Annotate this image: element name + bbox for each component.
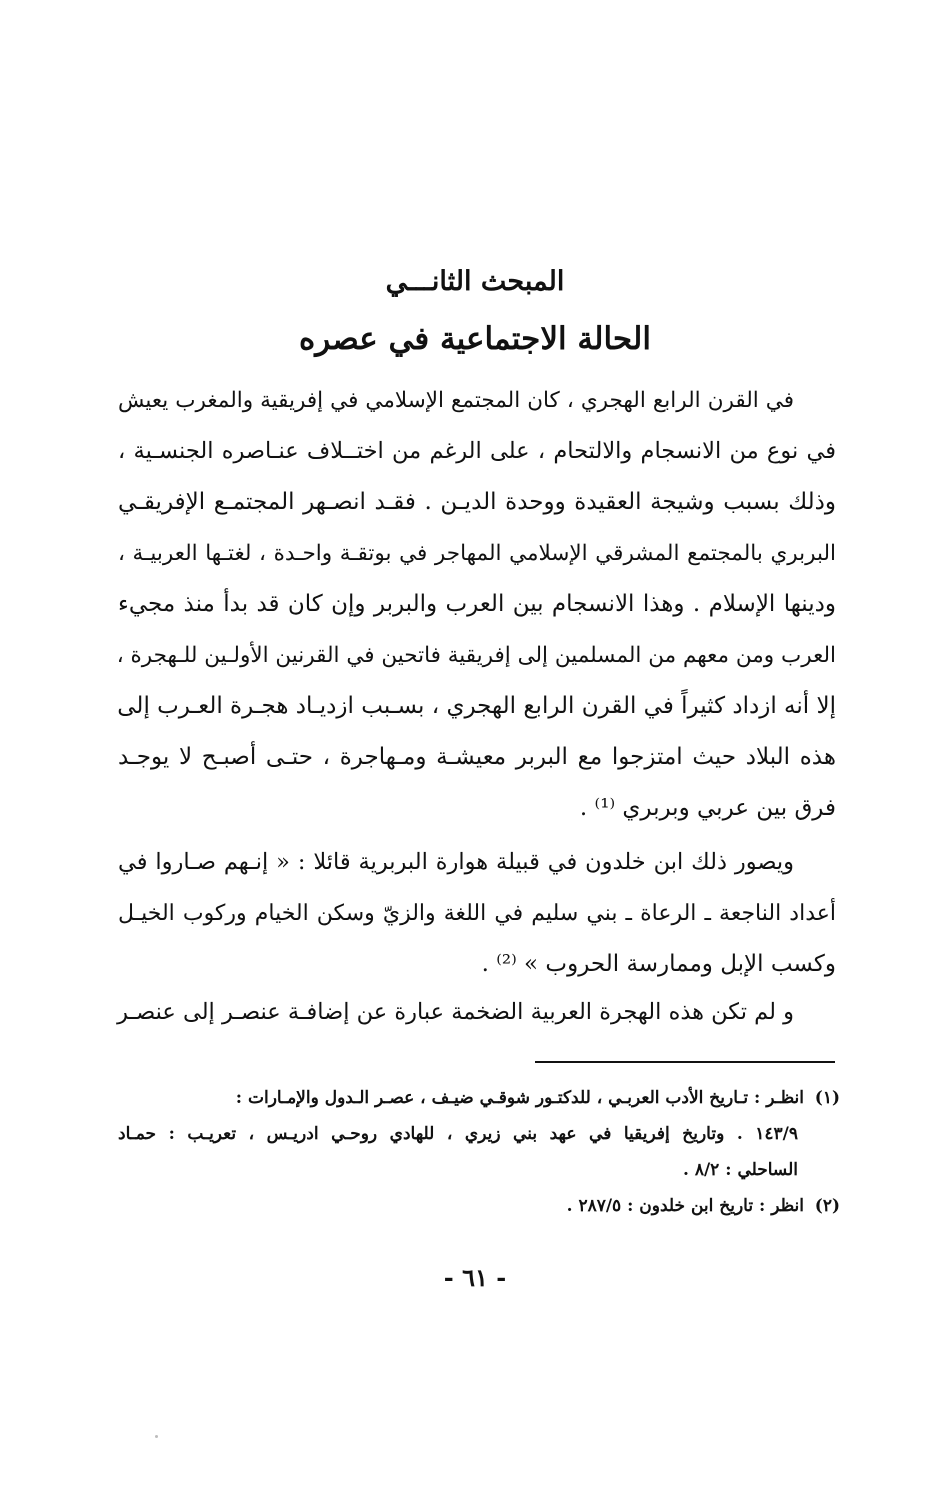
footnote-number: (١): [814, 1088, 840, 1108]
footnote-number: (٢): [814, 1196, 840, 1216]
text-line: وكسب الإبل وممارسة الحروب » ⁽²⁾ .: [481, 951, 836, 977]
text-line: في القرن الرابع الهجري ، كان المجتمع الإسلامي في إفريقية والمغرب يعيش: [118, 388, 794, 413]
footnote-text: انظـر : تـاريخ الأدب العربـي ، للدكتـور شوقـي ضيـف ، عصـر الـدول والإمـارات :: [235, 1088, 804, 1108]
paragraph-3: [118, 987, 836, 1038]
text-line: هذه البلاد حيث امتزجوا مع البربر معيشـة ومـهاجرة ، حتـى أصبـح لا يوجـد: [118, 744, 836, 770]
text-line: ودينها الإسلام . وهذا الانسجام بين العرب والبربر وإن كان قد بدأ منذ مجيء: [118, 591, 836, 617]
page-number: - ٦١ -: [443, 1263, 507, 1292]
text-line: وذلك بسبب وشيجة العقيدة ووحدة الديـن . فقـد انصـهر المجتمـع الإفريقـي: [118, 489, 836, 515]
paragraph-1: [118, 375, 836, 834]
scan-speck: [155, 1435, 158, 1438]
text-line: إلا أنه ازداد كثيراً في القرن الرابع الهجري ، بسـبب ازديـاد هجـرة العـرب إلى: [117, 693, 836, 719]
text-line: في نوع من الانسجام والالتحام ، على الرغم من اختــلاف عنـاصره الجنسـية ،: [118, 438, 836, 464]
text-line: و لم تكن هذه الهجرة العربية الضخمة عبارة عن إضافـة عنصـر إلى عنصـر: [117, 999, 794, 1025]
footnote-separator: [535, 1061, 835, 1063]
paragraph-2: [118, 837, 836, 990]
text-line: فرق بين عربي وبربري ⁽¹⁾ .: [579, 795, 836, 821]
chapter-title: الحالة الاجتماعية في عصره: [299, 321, 651, 357]
footnotes: [118, 1080, 840, 1224]
text-line: العرب ومن معهم من المسلمين إلى إفريقية فاتحين في القرنين الأولـين للـهجرة ،: [116, 643, 836, 668]
text-line: البربري بالمجتمع المشرقي الإسلامي المهاجر في بوتقـة واحـدة ، لغتـها العربيـة ،: [118, 541, 836, 566]
section-label: المبحث الثانـــي: [385, 266, 565, 297]
footnote-2: [118, 1188, 840, 1224]
text-line: أعداد الناجعة ـ الرعاة ـ بني سليم في اللغة والزيّ وسكن الخيام وركوب الخيـل: [118, 901, 836, 926]
footnote-1: [118, 1080, 840, 1116]
footnote-text: الساحلي : ٨/٢ .: [683, 1160, 798, 1180]
text-line: ويصور ذلك ابن خلدون في قبيلة هوارة البربرية قائلا : « إنـهم صـاروا في: [118, 849, 794, 875]
footnote-text: ١٤٣/٩ . وتاريخ إفريقيا في عهد بني زيري ، للهادي روحـي ادريـس ، تعريـب : حمـاد: [118, 1124, 799, 1144]
footnote-text: انظر : تاريخ ابن خلدون : ٢٨٧/٥ .: [566, 1196, 804, 1216]
